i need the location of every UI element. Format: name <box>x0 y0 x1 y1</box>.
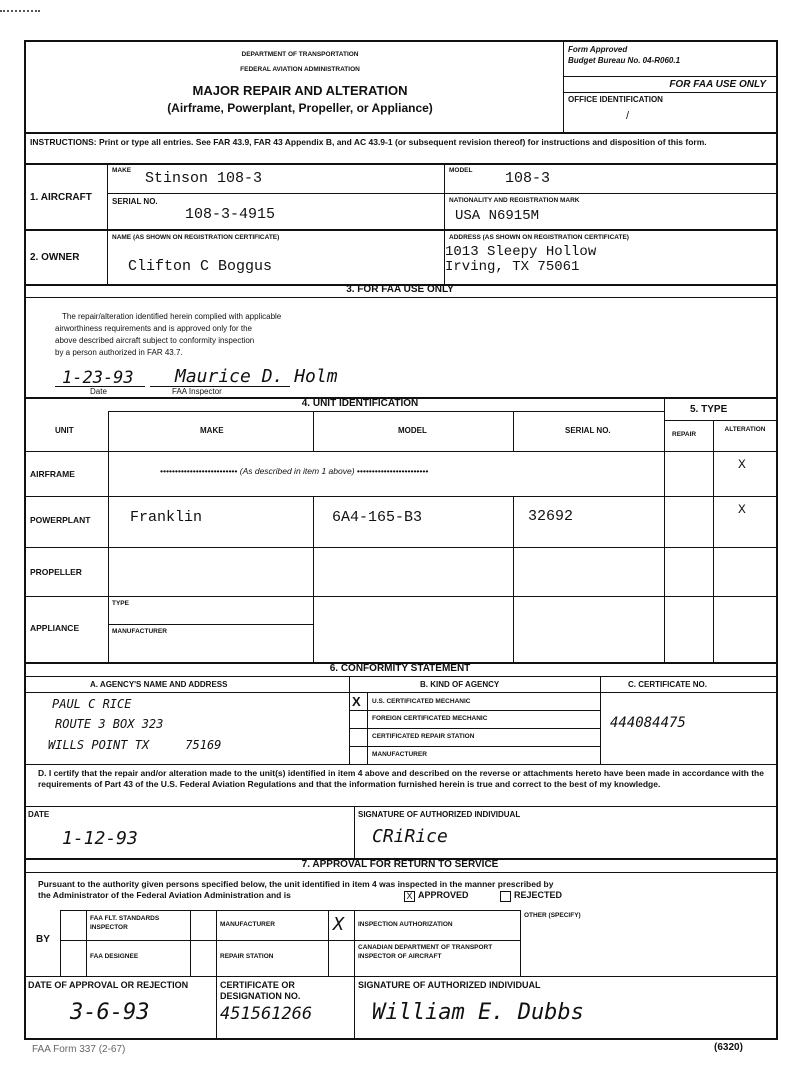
certify-bottom-line <box>24 806 776 807</box>
kind-header: B. KIND OF AGENCY <box>420 680 500 689</box>
by-table-top <box>60 910 520 911</box>
kind-row-line-1 <box>349 710 600 711</box>
approved-checkbox[interactable]: X <box>404 891 415 902</box>
airframe-description: •••••••••••••••••••••••••• (As described in item 1 above) •••••••••••••••••••••••• <box>160 466 429 476</box>
conformity-subheader-line <box>24 692 776 693</box>
rejected-label: REJECTED <box>514 890 563 900</box>
faa-use-statement-1: The repair/alteration identified herein complied with applicable <box>62 312 282 321</box>
faa-designee-option: FAA DESIGNEE <box>90 953 139 960</box>
owner-address-line1: 1013 Sleepy Hollow <box>445 244 597 260</box>
form-number: FAA Form 337 (2-67) <box>32 1044 126 1055</box>
model-label: MODEL <box>449 167 473 174</box>
powerplant-serial-value: 32692 <box>528 508 574 525</box>
cert-header: C. CERTIFICATE NO. <box>628 680 707 689</box>
unit-id-header-line <box>108 411 664 412</box>
aircraft-row-line <box>107 193 776 194</box>
by-label: BY <box>36 934 50 945</box>
conformity-section-label: 6. CONFORMITY STATEMENT <box>329 663 471 674</box>
other-specify-label: OTHER (SPECIFY) <box>524 912 581 919</box>
col-serial-divider <box>664 397 665 662</box>
pp-make-divider <box>313 496 314 662</box>
approved-label: APPROVED <box>418 890 469 900</box>
col-serial-header: SERIAL NO. <box>565 426 611 435</box>
approval-signature-label: SIGNATURE OF AUTHORIZED INDIVIDUAL <box>358 980 541 990</box>
inspection-authorization-option: INSPECTION AUTHORIZATION <box>358 921 453 928</box>
powerplant-row-bottom <box>24 547 776 548</box>
header-divider <box>563 40 564 132</box>
aircraft-bottom-line <box>24 229 778 231</box>
approval-header-line <box>24 872 778 873</box>
approval-cert-divider <box>354 976 355 1038</box>
department-label: DEPARTMENT OF TRANSPORTATION <box>241 51 359 58</box>
col-make-divider <box>313 411 314 451</box>
unit-id-section-label: 4. UNIT IDENTIFICATION <box>301 398 419 409</box>
by-col-4 <box>216 910 217 976</box>
powerplant-alteration-mark: X <box>738 502 746 517</box>
agency-label: FEDERAL AVIATION ADMINISTRATION <box>240 66 360 73</box>
powerplant-make-value: Franklin <box>130 509 203 526</box>
instructions-text: INSTRUCTIONS: Print or type all entries. See FAR 43.9, FAR 43 Appendix B, and AC 43.9-1 (or subsequent revision thereof) for instructions and disposition of this form. <box>30 137 707 147</box>
instructions-bottom-line <box>24 163 778 165</box>
rejected-checkbox[interactable] <box>500 891 511 902</box>
office-mark: / <box>626 110 630 122</box>
propeller-row-bottom <box>24 596 776 597</box>
office-identification-label: OFFICE IDENTIFICATION <box>568 95 663 104</box>
kind-checked-mark: X <box>352 694 361 709</box>
by-col-5 <box>328 910 329 976</box>
airframe-alteration-mark: X <box>738 457 746 472</box>
col-model-divider <box>513 411 514 451</box>
col-model-header: MODEL <box>398 426 427 435</box>
aircraft-model-value: 108-3 <box>505 170 551 187</box>
agency-name-line1: PAUL C RICE <box>52 697 132 711</box>
certificate-number-value: 444084475 <box>610 715 686 731</box>
aircraft-serial-value: 108-3-4915 <box>185 206 276 223</box>
owner-address-line2: Irving, TX 75061 <box>445 259 580 275</box>
nationality-label: NATIONALITY AND REGISTRATION MARK <box>449 197 580 204</box>
airframe-row-bottom <box>24 496 776 497</box>
conformity-date-value: 1-12-93 <box>62 828 138 849</box>
make-label: MAKE <box>112 167 132 174</box>
frame-left <box>24 40 26 1040</box>
appliance-type-line <box>108 624 313 625</box>
kind-row-line-3 <box>349 746 600 747</box>
conformity-signature-label: SIGNATURE OF AUTHORIZED INDIVIDUAL <box>358 810 521 819</box>
owner-section-label: 2. OWNER <box>30 252 80 263</box>
faa-use-section-label: 3. FOR FAA USE ONLY <box>346 284 454 295</box>
owner-name-label: NAME (AS SHOWN ON REGISTRATION CERTIFICATE) <box>112 234 280 241</box>
approval-section-label: 7. APPROVAL FOR RETURN TO SERVICE <box>301 859 499 870</box>
faa-use-date-label: Date <box>90 387 107 396</box>
by-col-6 <box>354 910 355 976</box>
by-col-7 <box>520 910 521 976</box>
approval-signature: William E. Dubbs <box>372 1000 584 1025</box>
faa-use-header-line <box>24 297 778 298</box>
header-bottom-line <box>24 132 778 134</box>
conformity-kind-bottom <box>24 764 776 765</box>
kind-option-repair-station: CERTIFICATED REPAIR STATION <box>372 733 475 740</box>
conformity-date-label: DATE <box>28 810 50 819</box>
kind-option-manufacturer: MANUFACTURER <box>372 751 427 758</box>
date-signature-divider <box>354 806 355 858</box>
powerplant-label: POWERPLANT <box>30 515 91 525</box>
faa-use-date-value: 1-23-93 <box>62 368 134 388</box>
approval-cert-value: 451561266 <box>220 1004 313 1024</box>
by-table-middle <box>60 940 520 941</box>
aircraft-nationality-value: USA N6915M <box>455 208 540 224</box>
powerplant-model-value: 6A4-165-B3 <box>332 509 423 526</box>
airframe-label: AIRFRAME <box>30 469 75 479</box>
scan-speck <box>0 10 40 16</box>
frame-bottom <box>24 1038 778 1040</box>
faa-flt-standards-option: FAA FLT. STANDARDS INSPECTOR <box>90 915 160 931</box>
serial-label: SERIAL NO. <box>112 197 158 206</box>
col-repair-divider <box>713 420 714 662</box>
kind-row-line-2 <box>349 728 600 729</box>
faa-use-statement-3: above described aircraft subject to conformity inspection <box>55 336 255 345</box>
approval-date-label: DATE OF APPROVAL OR REJECTION <box>28 980 189 990</box>
appliance-label: APPLIANCE <box>30 623 80 633</box>
manufacturer-option: MANUFACTURER <box>220 921 275 928</box>
faa-inspector-label: FAA Inspector <box>172 387 222 396</box>
repair-station-option: REPAIR STATION <box>220 953 274 960</box>
pursuant-line1: Pursuant to the authority given persons specified below, the unit identified in item 4 was inspected in the manner prescribed by <box>38 879 554 889</box>
conformity-header-line <box>24 676 778 677</box>
owner-name-value: Clifton C Boggus <box>128 258 273 275</box>
col-repair-header: REPAIR <box>672 431 697 438</box>
by-col-1 <box>60 910 61 976</box>
col-unit-header: UNIT <box>55 426 74 435</box>
header-right-line2 <box>563 92 776 93</box>
form-subtitle: (Airframe, Powerplant, Propeller, or Appliance) <box>167 101 433 115</box>
faa-use-statement-2: airworthiness requirements and is approved only for the <box>55 324 252 333</box>
faa-use-only-label: FOR FAA USE ONLY <box>669 79 766 90</box>
aircraft-label-divider <box>107 163 108 284</box>
certify-statement: D. I certify that the repair and/or alteration made to the unit(s) identified in item 4 above and described on the reverse or attachments hereto have been made in accordance with the requirements of Part 43 of the U.S. Federal Aviation Regulations and that the information furnished herein is true and correct to the best of my knowledge. <box>38 768 764 789</box>
agency-kind-divider <box>349 676 350 764</box>
unit-header-bottom <box>24 451 776 452</box>
form-approved-label: Form Approved <box>568 45 628 54</box>
by-col-2 <box>86 910 87 976</box>
kind-option-foreign-mechanic: FOREIGN CERTIFICATED MECHANIC <box>372 715 488 722</box>
frame-right <box>776 40 778 1040</box>
header-right-line1 <box>563 76 776 77</box>
approval-date-divider <box>216 976 217 1038</box>
faa-use-statement-4: by a person authorized in FAR 43.7. <box>55 348 183 357</box>
agency-address-line2: ROUTE 3 BOX 323 <box>55 717 164 731</box>
appliance-type-label: TYPE <box>112 600 129 607</box>
approval-bottom-line <box>24 976 778 977</box>
agency-address-line3: WILLS POINT TX 75169 <box>48 738 222 752</box>
faa-inspector-signature: Maurice D. Holm <box>175 366 338 387</box>
conformity-signature: CRiRice <box>372 826 448 847</box>
pursuant-line2: the Administrator of the Federal Aviation Administration and is <box>38 890 291 900</box>
kind-cert-divider <box>600 676 601 764</box>
budget-bureau-label: Budget Bureau No. 04-R060.1 <box>568 56 681 65</box>
by-col-3 <box>190 910 191 976</box>
frame-top <box>24 40 778 42</box>
col-alteration-header: ALTERATION <box>724 426 766 433</box>
manufacturer-mark: X <box>333 914 344 935</box>
footer-code: (6320) <box>714 1042 743 1053</box>
canadian-inspector-option: CANADIAN DEPARTMENT OF TRANSPORT INSPECTOR OF AIRCRAFT <box>358 944 493 960</box>
type-section-label: 5. TYPE <box>690 404 728 415</box>
aircraft-section-label: 1. AIRCRAFT <box>30 192 92 203</box>
agency-header: A. AGENCY'S NAME AND ADDRESS <box>90 680 228 689</box>
appliance-manufacturer-label: MANUFACTURER <box>112 628 167 635</box>
type-header-line <box>664 420 776 421</box>
propeller-label: PROPELLER <box>30 567 82 577</box>
owner-address-label: ADDRESS (AS SHOWN ON REGISTRATION CERTIFICATE) <box>449 234 629 241</box>
kind-option-us-mechanic: U.S. CERTIFICATED MECHANIC <box>372 698 471 705</box>
approval-cert-label: CERTIFICATE OR DESIGNATION NO. <box>220 980 301 1001</box>
form-title: MAJOR REPAIR AND ALTERATION <box>192 83 408 98</box>
pp-model-divider <box>513 496 514 662</box>
aircraft-make-value: Stinson 108-3 <box>145 170 263 187</box>
approval-date-value: 3-6-93 <box>70 1000 150 1025</box>
col-make-header: MAKE <box>200 426 224 435</box>
